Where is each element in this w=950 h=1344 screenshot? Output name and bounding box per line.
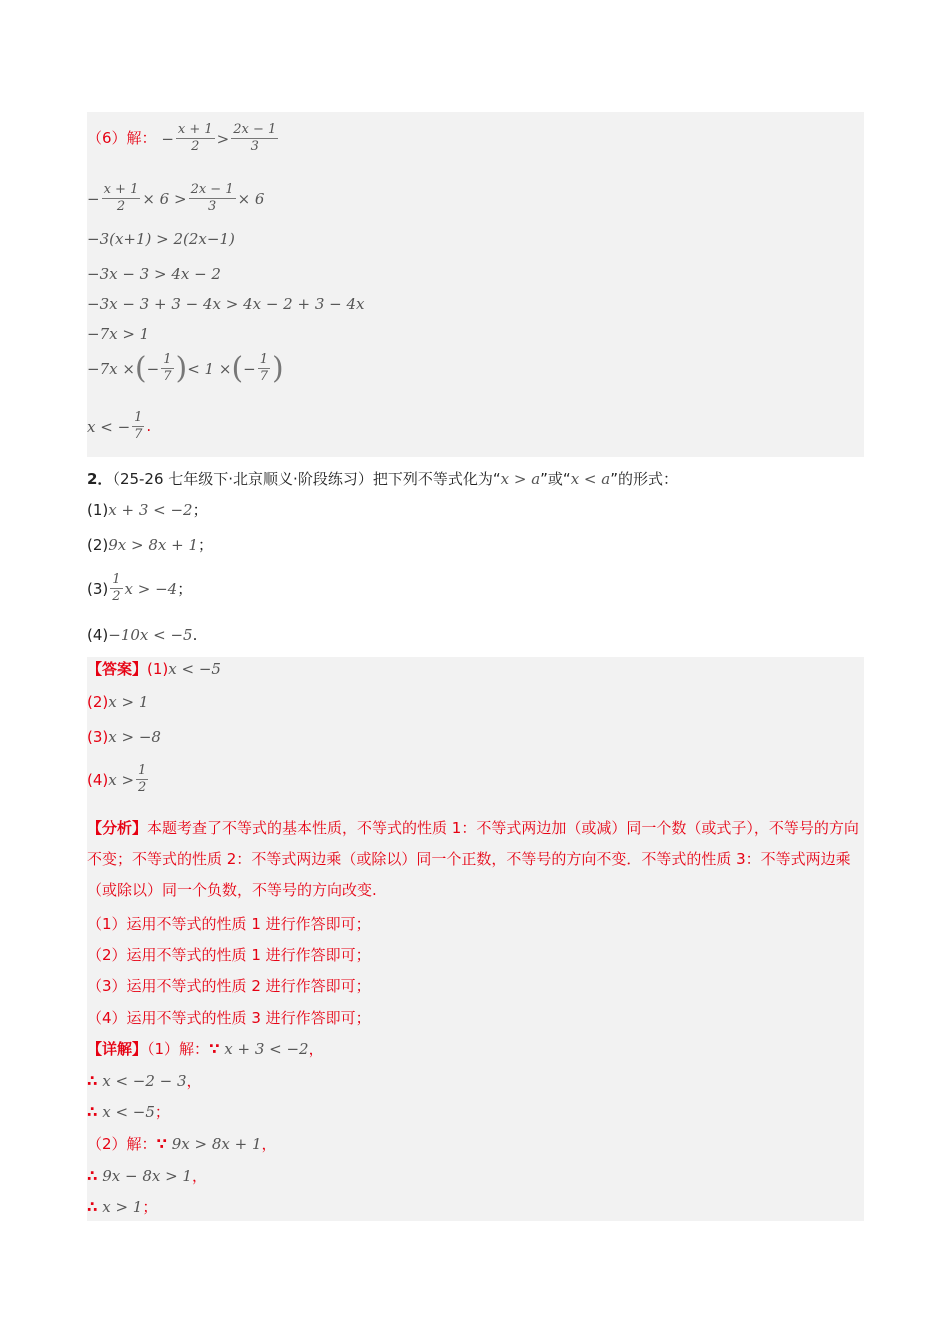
answer-tag: 【答案】 xyxy=(87,660,148,678)
analysis-point-4: （4）运用不等式的性质 3 进行作答即可； xyxy=(87,1009,371,1027)
solution-6-line-7 xyxy=(87,352,284,385)
detail-line-5: ∴ 9x − 8x > 1， xyxy=(87,1167,207,1185)
analysis-tag: 【分析】 xyxy=(87,819,148,837)
analysis-point-3: （3）运用不等式的性质 2 进行作答即可； xyxy=(87,977,371,995)
question-2-item-2: (2)9x > 8x + 1； xyxy=(87,536,214,554)
solution-6-label: （6）解： xyxy=(87,129,157,147)
analysis-paragraph: 【分析】本题考查了不等式的基本性质，不等式的性质 1：不等式两边加（或减）同一个数（或式子），不等号的方向不变；不等式的性质 2：不等式两边乘（或除以）同一个正数，不等号的方向不变．不等式的性质 3：不等式两边乘（或除以）同一个负数，不等号的方向改变. xyxy=(87,819,859,899)
answer-line-2: (2)x > 1 xyxy=(87,693,149,711)
fraction: $\frac{2x - 1}{3}$ xyxy=(190,182,234,214)
solution-6-line-1 xyxy=(87,122,280,155)
therefore-symbol: ∴ xyxy=(87,1103,98,1121)
solution-6-block xyxy=(87,112,864,457)
formula: x < − $\frac{1}{7}$ xyxy=(87,410,143,442)
analysis-point-1: （1）运用不等式的性质 1 进行作答即可； xyxy=(87,915,371,933)
therefore-symbol: ∴ xyxy=(87,1198,98,1216)
detail-line-6: ∴ x > 1； xyxy=(87,1198,158,1216)
detail-line-1: 【详解】（1）解：∵ x + 3 < −2， xyxy=(87,1040,324,1058)
detail-tag: 【详解】 xyxy=(87,1040,148,1058)
fraction: $\frac{1}{2}$ xyxy=(112,572,121,604)
question-2-item-1: (1)x + 3 < −2； xyxy=(87,501,208,519)
answer-block xyxy=(87,657,864,1221)
formula: $\frac{1}{2}$ x > −4 xyxy=(112,572,178,604)
therefore-symbol: ∴ xyxy=(87,1072,98,1090)
detail-line-3: ∴ x < −5； xyxy=(87,1103,170,1121)
fraction: $\frac{1}{7}$ xyxy=(163,352,172,384)
formula: − $\frac{x + 1}{2}$ × 6 > $\frac{2x - 1}{3}$ × 6 xyxy=(87,182,265,214)
solution-6-step-4: −7x > 1 xyxy=(87,325,150,343)
because-symbol: ∵ xyxy=(209,1040,220,1058)
detail-line-2: ∴ x < −2 − 3， xyxy=(87,1072,202,1090)
formula: −7x × ( − $\frac{1}{7}$ ) < 1 × ( − $\frac{1}{7}$ ) xyxy=(87,350,284,386)
solution-6-step-1: −3(x+1) > 2(2x−1) xyxy=(87,230,235,248)
because-symbol: ∵ xyxy=(156,1135,167,1153)
formula: x > $\frac{1}{2}$ xyxy=(108,763,147,795)
question-2-item-3: (3) $\frac{1}{2}$ x > −4 ； xyxy=(87,572,193,604)
answer-line-3: (3)x > −8 xyxy=(87,728,161,746)
fraction: $\frac{1}{7}$ xyxy=(259,352,269,384)
answer-line-1: 【答案】(1)x < −5 xyxy=(87,660,221,678)
fraction: $\frac{1}{7}$ xyxy=(134,410,143,442)
solution-6-step-3: −3x − 3 + 3 − 4x > 4x − 2 + 3 − 4x xyxy=(87,295,365,313)
solution-6-result: x < − $\frac{1}{7}$ . xyxy=(87,410,152,442)
fraction: $\frac{x + 1}{2}$ xyxy=(103,182,139,214)
therefore-symbol: ∴ xyxy=(87,1167,98,1185)
solution-6-step-2: −3x − 3 > 4x − 2 xyxy=(87,265,221,283)
fraction: $\frac{2x - 1}{3}$ xyxy=(233,122,277,154)
solution-6-line-2 xyxy=(87,182,264,215)
fraction: $\frac{1}{2}$ xyxy=(138,763,147,795)
detail-line-4: （2）解：∵ 9x > 8x + 1， xyxy=(87,1135,277,1153)
formula: − $\frac{x + 1}{2}$ > $\frac{2x - 1}{3}$ xyxy=(161,122,277,154)
question-2-item-4: (4)−10x < −5. xyxy=(87,626,198,644)
analysis-point-2: （2）运用不等式的性质 1 进行作答即可； xyxy=(87,946,371,964)
fraction: $\frac{x + 1}{2}$ xyxy=(177,122,213,154)
question-2-title: 2．（25-26 七年级下·北京顺义·阶段练习）把下列不等式化为“x > a”或“x < a”的形式： xyxy=(87,470,678,488)
answer-line-4: (4) x > $\frac{1}{2}$ xyxy=(87,763,150,796)
